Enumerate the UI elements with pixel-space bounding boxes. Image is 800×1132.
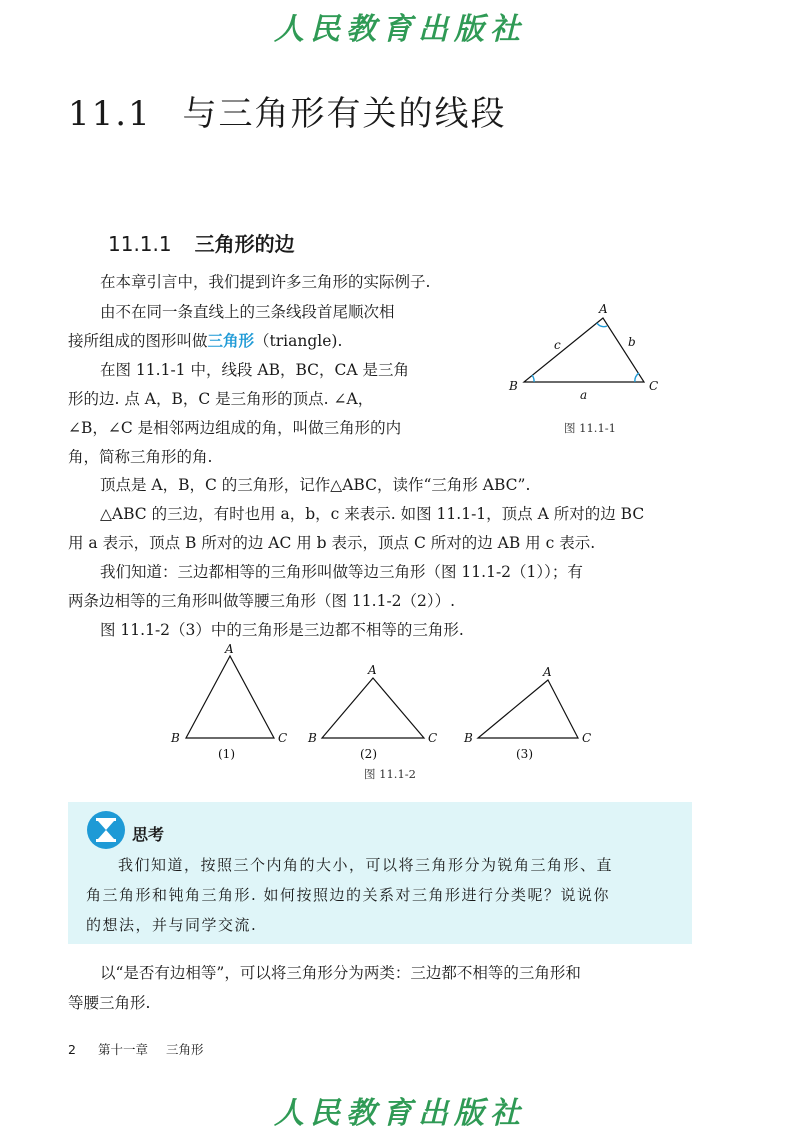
think-line-2: 角三角形和钝角三角形. 如何按照边的关系对三角形进行分类呢？说说你 xyxy=(86,886,611,904)
publisher-footer: 人民教育出版社 xyxy=(274,1096,526,1131)
paragraph-3-line-1: 在图 11.1-1 中，线段 AB，BC，CA 是三角 xyxy=(100,361,409,379)
figure-2-caption: 图 11.1-2 xyxy=(364,767,416,781)
term-intro: 接所组成的图形叫做 xyxy=(68,332,208,350)
think-line-1: 我们知道，按照三个内角的大小，可以将三角形分为锐角三角形、直 xyxy=(118,856,614,874)
subsection-title xyxy=(108,228,295,257)
page-footer xyxy=(68,1040,203,1058)
paragraph-5-line-1: △ABC 的三边，有时也用 a，b，c 来表示. 如图 11.1-1，顶点 A 所对的边 BC xyxy=(100,505,645,523)
term-english: （triangle). xyxy=(254,332,343,350)
side-label-a: a xyxy=(580,388,588,402)
vertex-label-c-1: C xyxy=(278,731,288,745)
vertex-label-b-2: B xyxy=(308,731,317,745)
vertex-label-c-3: C xyxy=(582,731,592,745)
sub-label-3: (3) xyxy=(516,747,533,761)
vertex-label-a: A xyxy=(599,302,608,316)
paragraph-3-line-4: 角，简称三角形的角. xyxy=(68,448,213,466)
vertex-label-b-1: B xyxy=(171,731,180,745)
paragraph-5-line-2: 用 a 表示，顶点 B 所对的边 AC 用 b 表示，顶点 C 所对的边 AB 用 c 表示. xyxy=(68,534,596,552)
subsection-title-text: 三角形的边 xyxy=(194,232,295,256)
page-number: 2 xyxy=(68,1042,76,1057)
triangle-abc xyxy=(524,318,644,382)
chapter-title: 三角形 xyxy=(165,1042,204,1057)
vertex-label-c: C xyxy=(649,379,659,393)
conclusion-line-1: 以“是否有边相等”，可以将三角形分为两类：三边都不相等的三角形和 xyxy=(100,964,581,982)
vertex-label-c-2: C xyxy=(428,731,438,745)
paragraph-6-line-2: 两条边相等的三角形叫做等腰三角形（图 11.1-2（2））. xyxy=(68,592,456,610)
side-label-b: b xyxy=(628,335,636,349)
figure-11-1-1 xyxy=(500,300,670,410)
term-triangle: 三角形 xyxy=(207,331,255,350)
section-title xyxy=(68,86,507,135)
section-title-text: 与三角形有关的线段 xyxy=(182,94,507,134)
side-label-c: c xyxy=(554,338,561,352)
vertex-label-a-1: A xyxy=(225,642,234,656)
triangle-isosceles xyxy=(322,678,424,738)
figure-11-1-2 xyxy=(160,640,620,770)
paragraph-2-line-1: 由不在同一条直线上的三条线段首尾顺次相 xyxy=(100,303,395,321)
figure-1-caption: 图 11.1-1 xyxy=(564,421,616,435)
paragraph-3-line-2: 形的边. 点 A，B，C 是三角形的顶点. ∠A， xyxy=(68,390,374,408)
paragraph-2-line-2 xyxy=(68,326,488,356)
publisher-header: 人民教育出版社 xyxy=(274,12,526,47)
vertex-label-b: B xyxy=(509,379,518,393)
paragraph-1: 在本章引言中，我们提到许多三角形的实际例子. xyxy=(100,273,431,291)
hourglass-icon xyxy=(86,810,126,850)
angle-mark-b xyxy=(532,375,534,382)
angle-mark-c xyxy=(635,373,639,382)
angle-mark-a xyxy=(597,323,607,327)
subsection-number: 11.1.1 xyxy=(108,232,172,256)
vertex-label-b-3: B xyxy=(464,731,473,745)
paragraph-3-line-3: ∠B，∠C 是相邻两边组成的角，叫做三角形的内 xyxy=(68,419,402,437)
paragraph-4: 顶点是 A，B，C 的三角形，记作△ABC，读作“三角形 ABC”. xyxy=(100,476,531,494)
chapter-label: 第十一章 xyxy=(97,1042,148,1057)
section-number: 11.1 xyxy=(68,94,152,134)
sub-label-1: (1) xyxy=(218,747,235,761)
think-line-3: 的想法，并与同学交流. xyxy=(86,916,258,934)
think-title: 思考 xyxy=(132,825,165,844)
vertex-label-a-3: A xyxy=(543,665,552,679)
conclusion-line-2: 等腰三角形. xyxy=(68,994,151,1012)
paragraph-7: 图 11.1-2（3）中的三角形是三边都不相等的三角形. xyxy=(100,621,464,639)
paragraph-6-line-1: 我们知道：三边都相等的三角形叫做等边三角形（图 11.1-2（1））；有 xyxy=(100,563,583,581)
triangle-scalene xyxy=(478,680,578,738)
triangle-equilateral xyxy=(186,656,274,738)
sub-label-2: (2) xyxy=(360,747,377,761)
vertex-label-a-2: A xyxy=(368,663,377,677)
